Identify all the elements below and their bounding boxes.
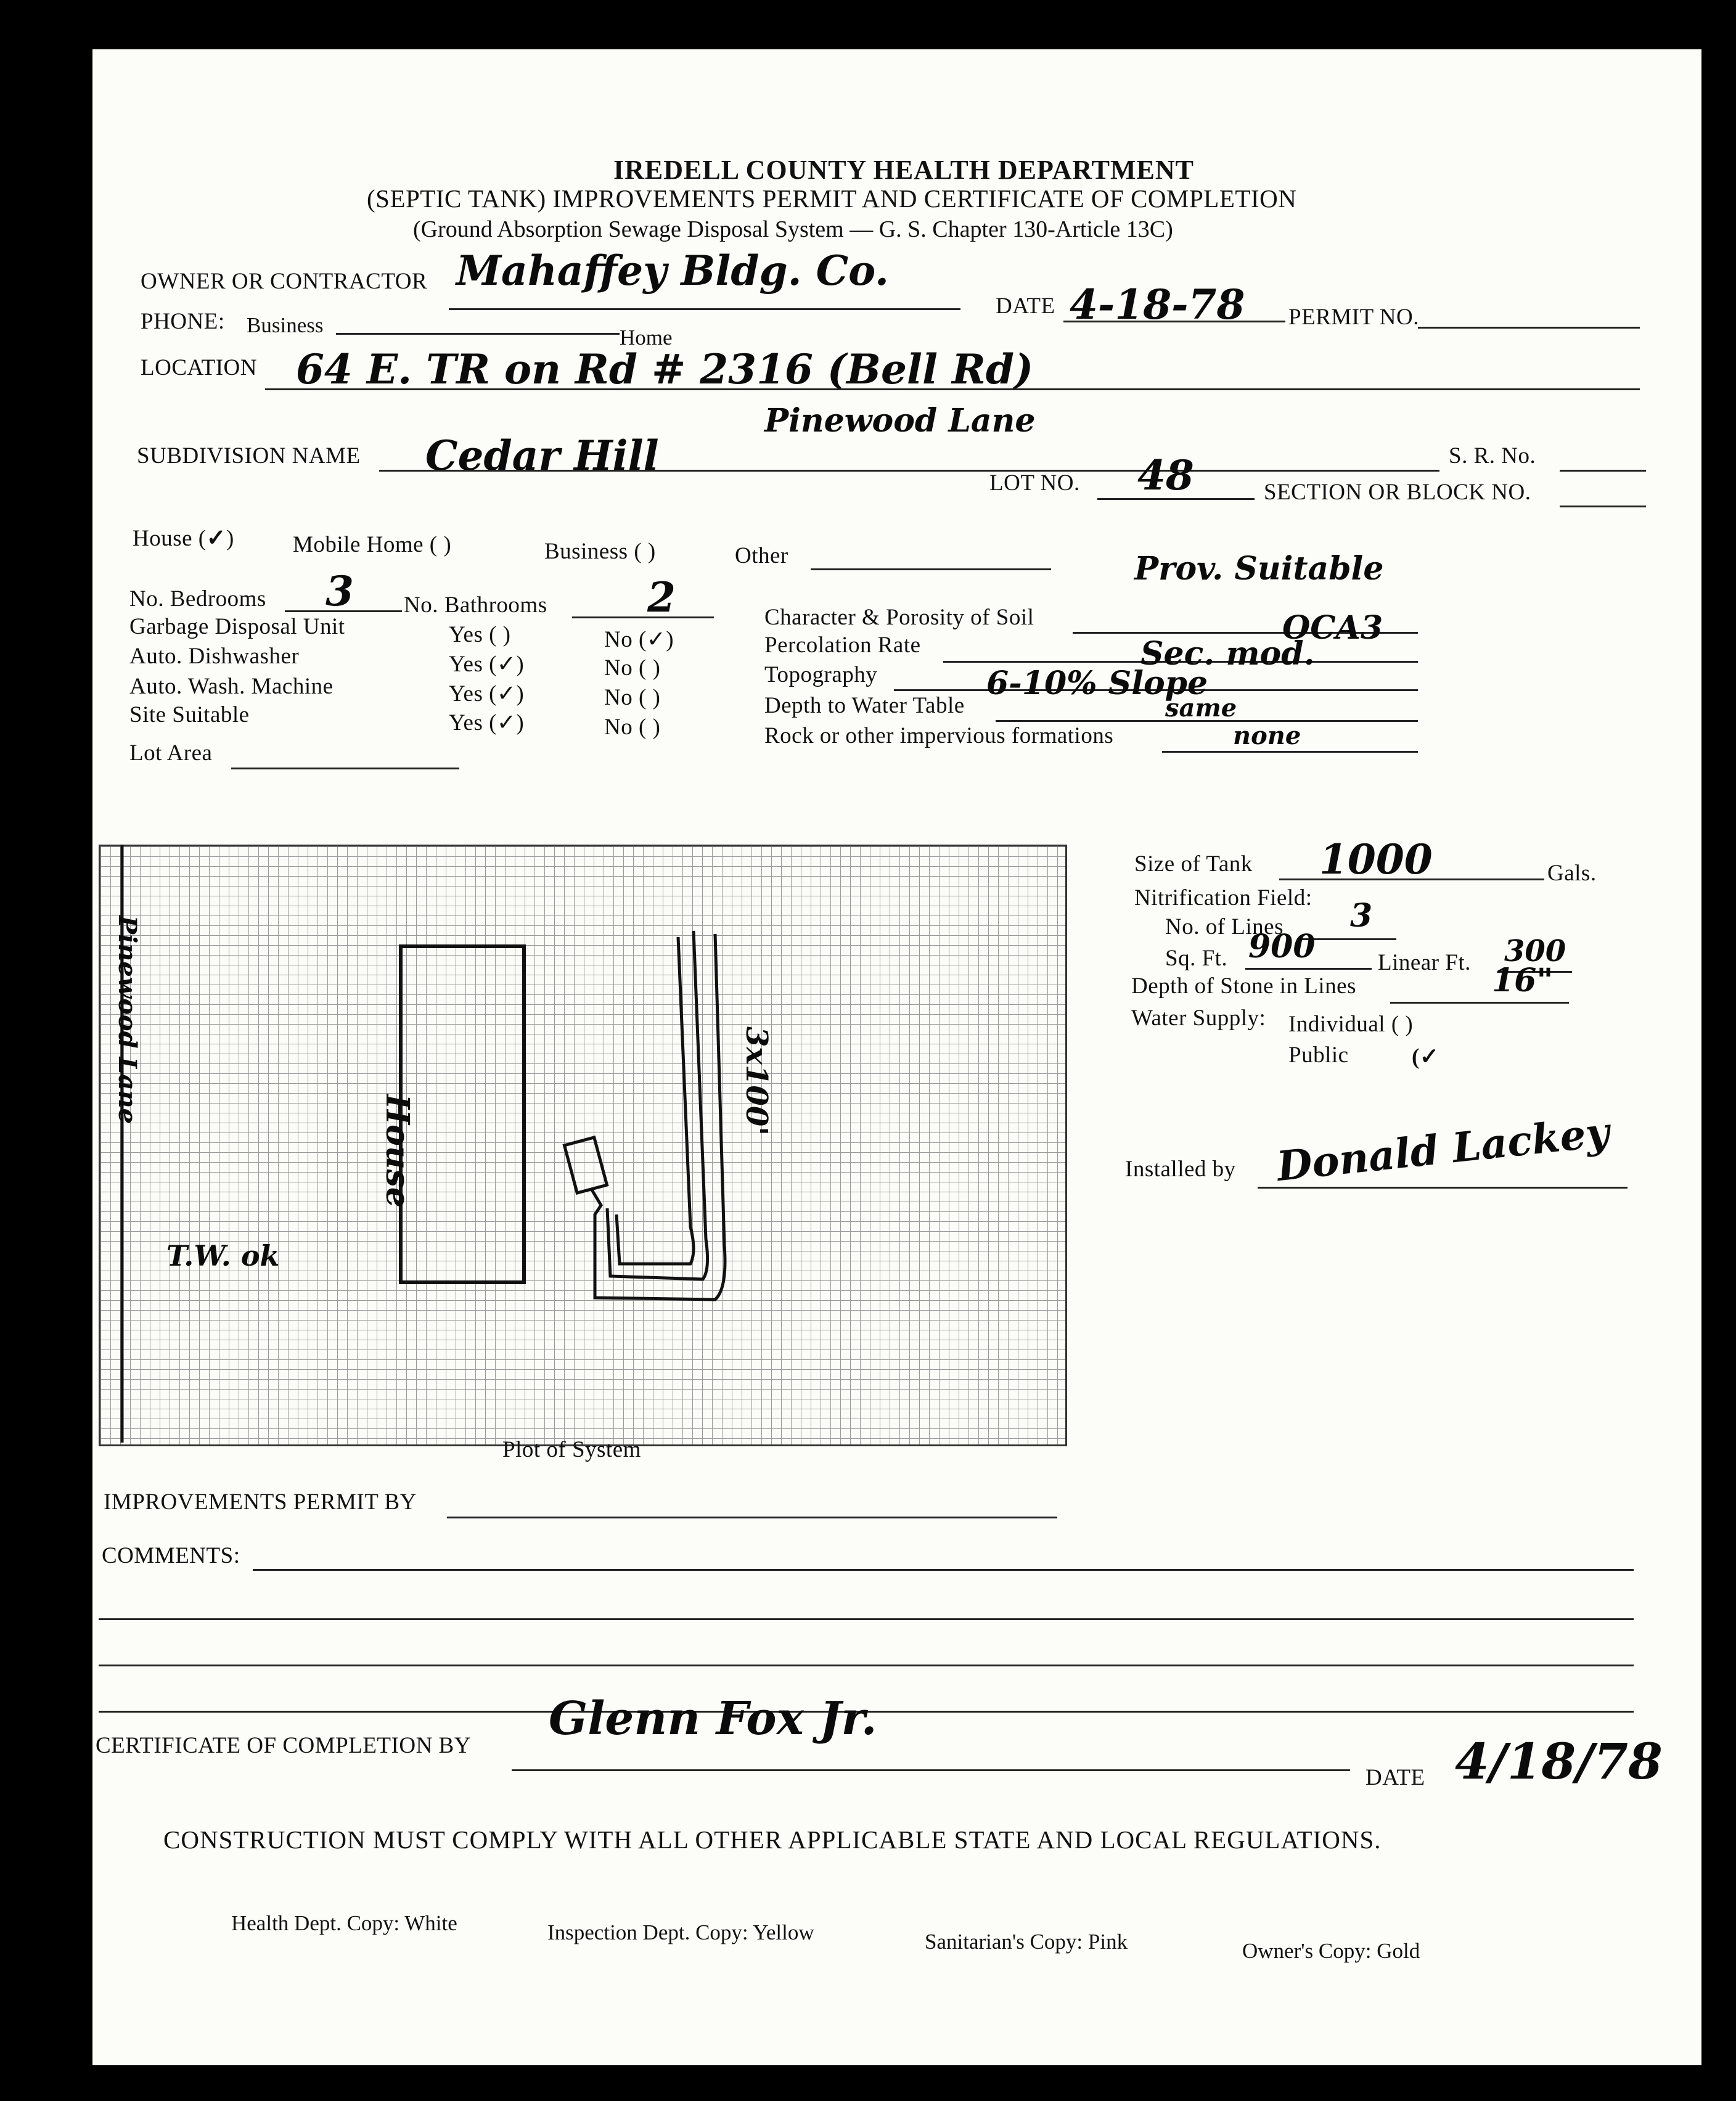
form-title: (SEPTIC TANK) IMPROVEMENTS PERMIT AND CERTIFICATE OF COMPLETION xyxy=(367,184,1297,213)
certificate-date-label: DATE xyxy=(1365,1765,1425,1790)
soil-label: Depth to Water Table xyxy=(764,693,965,718)
comments-line xyxy=(99,1665,1634,1666)
gals-label: Gals. xyxy=(1547,861,1597,886)
owner-label: OWNER OR CONTRACTOR xyxy=(141,269,428,294)
installed-by-signature[interactable]: Donald Lackey xyxy=(1274,1107,1612,1191)
nitrification-label: Nitrification Field: xyxy=(1134,885,1312,911)
amenity-yes[interactable]: Yes (✓) xyxy=(449,681,525,706)
comments-label: COMMENTS: xyxy=(102,1543,240,1568)
water-public-label: Public xyxy=(1288,1042,1349,1068)
permit-line xyxy=(1418,327,1640,329)
improvements-permit-line xyxy=(447,1517,1057,1518)
business-phone-line xyxy=(336,333,620,335)
amenity-no[interactable]: No ( ) xyxy=(604,715,661,740)
amenity-yes[interactable]: Yes ( ) xyxy=(449,622,511,647)
water-public-check[interactable]: (✓ xyxy=(1412,1044,1439,1070)
lot-area-line xyxy=(231,768,459,769)
section-label: SECTION OR BLOCK NO. xyxy=(1264,480,1531,505)
other-label: Other xyxy=(735,543,788,568)
certificate-label: CERTIFICATE OF COMPLETION BY xyxy=(96,1733,471,1758)
soil-value[interactable]: Sec. mod. xyxy=(1140,635,1315,673)
soil-value[interactable]: none xyxy=(1233,721,1301,750)
lot-label: LOT NO. xyxy=(989,470,1080,496)
subdivision-line xyxy=(379,470,1439,472)
improvements-permit-label: IMPROVEMENTS PERMIT BY xyxy=(104,1489,417,1515)
soil-value[interactable]: same xyxy=(1165,694,1237,723)
installed-by-label: Installed by xyxy=(1125,1157,1236,1182)
linear-value[interactable]: 300 xyxy=(1504,934,1566,969)
soil-value[interactable]: 6-10% Slope xyxy=(986,665,1208,702)
sqft-line xyxy=(1245,968,1372,970)
house-outline xyxy=(401,946,524,1282)
septic-tank-shape xyxy=(564,1137,607,1193)
amenity-yes[interactable]: Yes (✓) xyxy=(449,652,525,677)
house-label-text: House ( xyxy=(133,526,207,551)
bathrooms-label: No. Bathrooms xyxy=(404,592,547,618)
plot-well-text: T.W. ok xyxy=(166,1239,280,1272)
section-line xyxy=(1560,506,1646,507)
certificate-line xyxy=(512,1769,1350,1771)
tank-size-value[interactable]: 1000 xyxy=(1319,835,1433,883)
owner-value[interactable]: Mahaffey Bldg. Co. xyxy=(456,247,889,295)
soil-label: Character & Porosity of Soil xyxy=(764,605,1034,630)
comments-line xyxy=(253,1569,1634,1571)
linear-label: Linear Ft. xyxy=(1378,950,1471,975)
location-value[interactable]: 64 E. TR on Rd # 2316 (Bell Rd) xyxy=(296,345,1034,393)
amenity-label: Auto. Dishwasher xyxy=(129,644,300,669)
lines-value[interactable]: 3 xyxy=(1350,897,1373,935)
soil-label: Percolation Rate xyxy=(764,633,921,658)
soil-line xyxy=(1162,751,1418,753)
drain-line-1 xyxy=(592,934,725,1300)
tank-size-line xyxy=(1279,878,1544,880)
certificate-date-value[interactable]: 4/18/78 xyxy=(1455,1732,1663,1790)
water-individual-label[interactable]: Individual ( ) xyxy=(1288,1012,1414,1037)
lot-value[interactable]: 48 xyxy=(1137,451,1194,499)
permit-label: PERMIT NO. xyxy=(1288,305,1419,330)
copy-distribution: Inspection Dept. Copy: Yellow xyxy=(547,1920,814,1944)
owner-line xyxy=(449,308,960,310)
department-title: IREDELL COUNTY HEALTH DEPARTMENT xyxy=(613,155,1194,185)
subdivision-value[interactable]: Cedar Hill xyxy=(425,432,659,480)
lot-area-label: Lot Area xyxy=(129,740,213,766)
business-phone-label: Business xyxy=(247,313,324,337)
amenity-no[interactable]: No ( ) xyxy=(604,685,661,710)
soil-value[interactable]: OCA3 xyxy=(1282,609,1383,647)
plot-drawing xyxy=(99,845,1063,1443)
soil-label: Rock or other impervious formations xyxy=(764,723,1114,748)
tank-size-label: Size of Tank xyxy=(1134,851,1253,877)
bathrooms-value[interactable]: 2 xyxy=(647,573,676,621)
soil-label: Topography xyxy=(764,662,878,687)
certificate-signature[interactable]: Glenn Fox Jr. xyxy=(549,1692,877,1745)
form-subtitle: (Ground Absorption Sewage Disposal System — G. S. Chapter 130-Article 13C) xyxy=(413,216,1173,242)
amenity-no[interactable]: No ( ) xyxy=(604,655,661,681)
date-line xyxy=(1063,321,1285,322)
street-value: Pinewood Lane xyxy=(764,402,1036,440)
amenity-label: Site Suitable xyxy=(129,702,250,727)
bedrooms-line xyxy=(285,610,402,612)
drain-line-3 xyxy=(616,937,694,1264)
home-phone-label: Home xyxy=(620,326,673,350)
sr-line xyxy=(1560,470,1646,472)
sqft-value[interactable]: 900 xyxy=(1248,928,1316,965)
amenity-label: Auto. Wash. Machine xyxy=(129,674,334,699)
installed-by-line xyxy=(1258,1187,1628,1189)
plot-caption: Plot of System xyxy=(502,1437,641,1462)
house-check[interactable]: ✓ xyxy=(206,525,226,551)
amenity-label: Garbage Disposal Unit xyxy=(129,614,345,639)
other-value[interactable]: Prov. Suitable xyxy=(1134,550,1384,588)
bathrooms-line xyxy=(572,616,714,618)
plot-line-text: 3x100' xyxy=(739,1026,774,1136)
lines-label: No. of Lines xyxy=(1165,914,1284,940)
drain-line-2 xyxy=(607,931,708,1279)
location-label: LOCATION xyxy=(141,355,257,380)
amenity-no[interactable]: No (✓) xyxy=(604,627,674,652)
copy-distribution: Owner's Copy: Gold xyxy=(1242,1939,1420,1963)
copy-distribution: Health Dept. Copy: White xyxy=(231,1911,457,1935)
sqft-label: Sq. Ft. xyxy=(1165,946,1228,971)
stone-depth-label: Depth of Stone in Lines xyxy=(1131,973,1357,999)
subdivision-label: SUBDIVISION NAME xyxy=(137,443,361,469)
stone-depth-value[interactable]: 16" xyxy=(1492,962,1554,999)
comments-line xyxy=(99,1618,1634,1620)
bedrooms-label: No. Bedrooms xyxy=(129,586,266,612)
house-label xyxy=(133,524,234,552)
amenity-yes[interactable]: Yes (✓) xyxy=(449,710,525,735)
date-label: DATE xyxy=(996,293,1055,319)
bedrooms-value[interactable]: 3 xyxy=(326,567,354,615)
copy-distribution: Sanitarian's Copy: Pink xyxy=(925,1930,1128,1954)
regulations-notice: CONSTRUCTION MUST COMPLY WITH ALL OTHER APPLICABLE STATE AND LOCAL REGULATIONS. xyxy=(163,1825,1382,1854)
location-line xyxy=(265,388,1640,390)
phone-label: PHONE: xyxy=(141,309,225,334)
business-type-label: Business ( ) xyxy=(544,539,656,564)
plot-house-text: House xyxy=(379,1094,416,1208)
other-line xyxy=(811,568,1051,570)
lot-line xyxy=(1097,498,1255,500)
stone-depth-line xyxy=(1390,1002,1569,1004)
house-label-close: ) xyxy=(226,526,234,551)
water-supply-label: Water Supply: xyxy=(1131,1005,1266,1031)
sr-label: S. R. No. xyxy=(1449,443,1536,469)
mobile-home-label: Mobile Home ( ) xyxy=(293,532,452,557)
date-value[interactable]: 4-18-78 xyxy=(1070,281,1245,329)
plot-road-text: Pinewood Lane xyxy=(113,915,142,1124)
